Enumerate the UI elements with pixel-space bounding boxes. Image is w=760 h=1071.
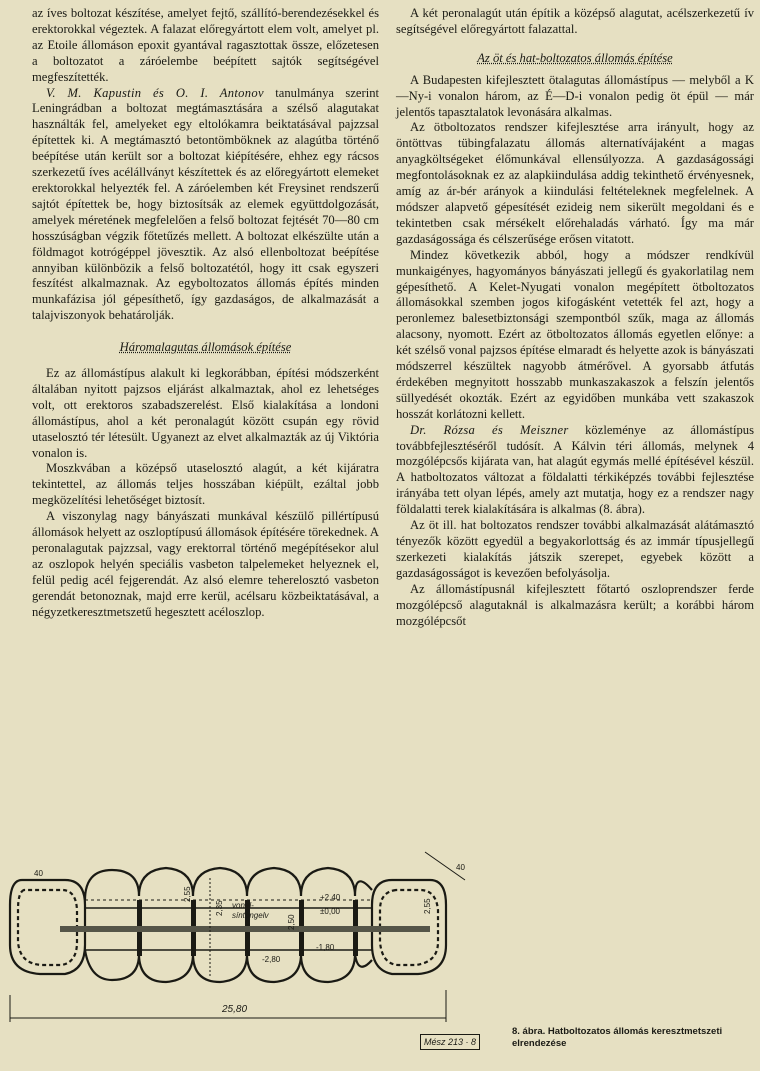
dimension-total: 25,80 (222, 1004, 248, 1015)
elevation-label: +2,40 (320, 893, 341, 902)
paragraph: Az állomástípusnál kifejlesztett főtartó oszloprendszer ferde mozgólépcső alagutaknál is alkalmazásra került; a korábbi három mozgólépcsőt (396, 581, 754, 628)
left-column (32, 6, 379, 621)
paragraph (396, 423, 754, 518)
bottom-vaults (85, 950, 372, 982)
elevation-label: ±0,00 (320, 907, 340, 916)
section-heading: Az öt és hat-boltozatos állomás építése (477, 50, 673, 65)
rail-axis-label: síntengelv (232, 911, 269, 920)
paragraph: Az öt ill. hat boltozatos rendszer további alkalmazását alátámasztó tényezők között egyedül a begyakorlottság és az immár típusjellegű szerkezeti kialakítás játszik szerepet, egyebek között a gazdaságosságot is kevezően befolyásolja. (396, 518, 754, 580)
section-heading: Háromalagutas állomások építése (119, 340, 292, 355)
rail-axis-label: vonal- (232, 901, 254, 910)
elevation-label: -1,80 (316, 943, 335, 952)
figure-caption (512, 1026, 752, 1049)
paragraph: az íves boltozat készítése, amelyet fejtő, szállító-berendezésekkel és erektorokkal végeztek. A falazat előregyártott elem volt, amelyet pl. az Etoile állomáson epoxit gyantával ragasztottak össze, előzetesen a boltozatot a záróelembe beépített sajtók segítségével megfeszítették. (32, 6, 379, 84)
dimension-label: 2,50 (287, 914, 296, 930)
paragraph: Moszkvában a középső utaselosztó alagút, a két kijáratra tekintettel, az állomás teljes hosszában kiépült, ezáltal jobb megközelítési lehetőséget biztosít. (32, 461, 379, 508)
dimension-label: 40 (456, 863, 465, 872)
paragraph: A viszonylag nagy bányászati munkával készülő pillértípusú állomások helyett az oszloptípusú állomások építésére törekednek. A peronalagutak pajzzsal, vagy erektorral történő megépítésekor alul az oszlopok helyén speciális vasbeton talpelemeket helyeznek el, felül pedig acél fejgerendát. Az alsó elemre teherelosztó vasbeton gerendát betonoznak, majd erre kerül, acélsaru közbeiktatásával, a négyzetkeresztmetszetű hegesztett acéloszlop. (32, 509, 379, 619)
paragraph: Ez az állomástípus alakult ki legkorábban, építési módszerként általában nyitott pajzsos eljárást alkalmaztak, ahol ez lehetséges volt, ott erektoros szabadszerelést. Első kialakítása a londoni állomástípus, ahol a két peronalagút között csupán egy rövid utaselosztó tér létesült. Ugyanezt az elvet alkalmazták az új Viktória vonalon is. (32, 366, 379, 460)
right-column (396, 6, 754, 629)
paragraph (32, 86, 379, 325)
caption-line: 8. ábra. Hatboltozatos állomás keresztmetszeti (512, 1026, 723, 1037)
dimension-label: 2,35 (215, 900, 224, 916)
dimension-label: 2,55 (423, 898, 432, 914)
author-names: V. M. Kapustin és O. I. Antonov (46, 85, 264, 100)
paragraph: A két peronalagút után építik a középső alagutat, acélszerkezetű ív segítségével előregyártott falazattal. (396, 6, 754, 36)
paragraph: A Budapesten kifejlesztett ötalagutas állomástípus — melyből a K—Ny-i vonalon három, az É—D-i vonalon pedig öt épül — már jelentős tapasztalatok levonására alkalmas. (396, 72, 754, 119)
paragraph-text: közleménye az állomástípus továbbfejlesztéséről tudósít. A Kálvin téri állomás, melynek 4 mozgólépcsős kijárata van, hat alagút egymás mellé építésével készül. A hatboltozatos változat a földalatti térkiképzés további fejlesztése irányába tett olyan lépés, amely azt mutatja, hogy ez a rendszer nagy földalatti terek kialakítására is alkalmas (8. ábra). (396, 422, 754, 517)
paragraph-text: tanulmánya szerint Leningrádban a boltozat megtámasztására a szélső alagutakat használták fel, amelyeket egy eltolókamra beiktatásával pajzzsal építettek ki. A megtámasztó betontömböknek az alagútba történő beépítése után került sor a boltozat kiépítésére, ehhez egy rácsos szerkezetű íves acélállványt készítettek és az előregyártott elemeket erektorokkal helyezték fel. A záróelemben két Freysinet rendszerű sajtót építettek be, hogy biztosítsák az elemek együttdolgozását, amelyek méretének megfelelően a felső boltozat fejtését 70—80 cm hosszúságban végzik főtetűzés mellett. A boltozat elkészülte után a földmagot kotrógéppel jövesztik. Az alsó ellenboltozat beépítése annyiban különbözik a felső boltozatétól, hogy itt csak egyszeri feszítést alkalmaznak. Az egyboltozatos állomás építés minden munkafázisa jól gépesíthető, így gazdaságos, de alkalmazását a talajviszonyok behatárolják. (32, 85, 379, 323)
dimension-label: 2,55 (183, 886, 192, 902)
figure-stamp: Mész 213 · 8 (420, 1034, 480, 1050)
paragraph: Mindez következik abból, hogy a módszer rendkívül munkaigényes, hagyományos bányászati jellegű és gyakorlatilag nem gépesíthető. A Kelet-Nyugati vonalon megépített ötboltozatos állomásokkal szemben jogos kifogásként vetették fel azt, hogy a peronlemez balesetbiztonsági szempontból szűk, maga az állomás alacsony, nyomott. Ezért az ötboltozatos állomás egyetlen előnye: a két szélső vonal pajzsos építése elmaradt és helyette azok is bányászati módszerrel készültek nagyobb átmérővel. A gyorsabb átfutás érdekében megnyitott hosszabb munkaszakaszok a felszín jelentős süllyedését okozták. Ezért az egyidőben munkába vett szakaszok hosszát korlátozni kellett. (396, 247, 754, 421)
paragraph: Az ötboltozatos rendszer kifejlesztése arra irányult, hogy az öntöttvas tübingfalazatu állomás alternatívájaként a magas anyagköltségeket élőmunkával ellensúlyozza. A gazdaságossági megfontolásoknak ez az alapkiindulása addig tekinthető érvényesnek, amíg az ár-bér arányok a kiindulási feltételeknek megfelelnek. A módszer alapvető gépesítését ezideig nem sikerült megoldani és e tekintetben csak mérsékelt előrehaladás várható. Így ma már gazdaságossága és célszerűsége erősen vitatott. (396, 120, 754, 246)
platform-slab (60, 926, 430, 932)
author-names: Dr. Rózsa és Meiszner (410, 422, 569, 437)
dimension-label: 40 (34, 869, 43, 878)
caption-line: elrendezése (512, 1037, 567, 1049)
elevation-label: -2,80 (262, 955, 281, 964)
